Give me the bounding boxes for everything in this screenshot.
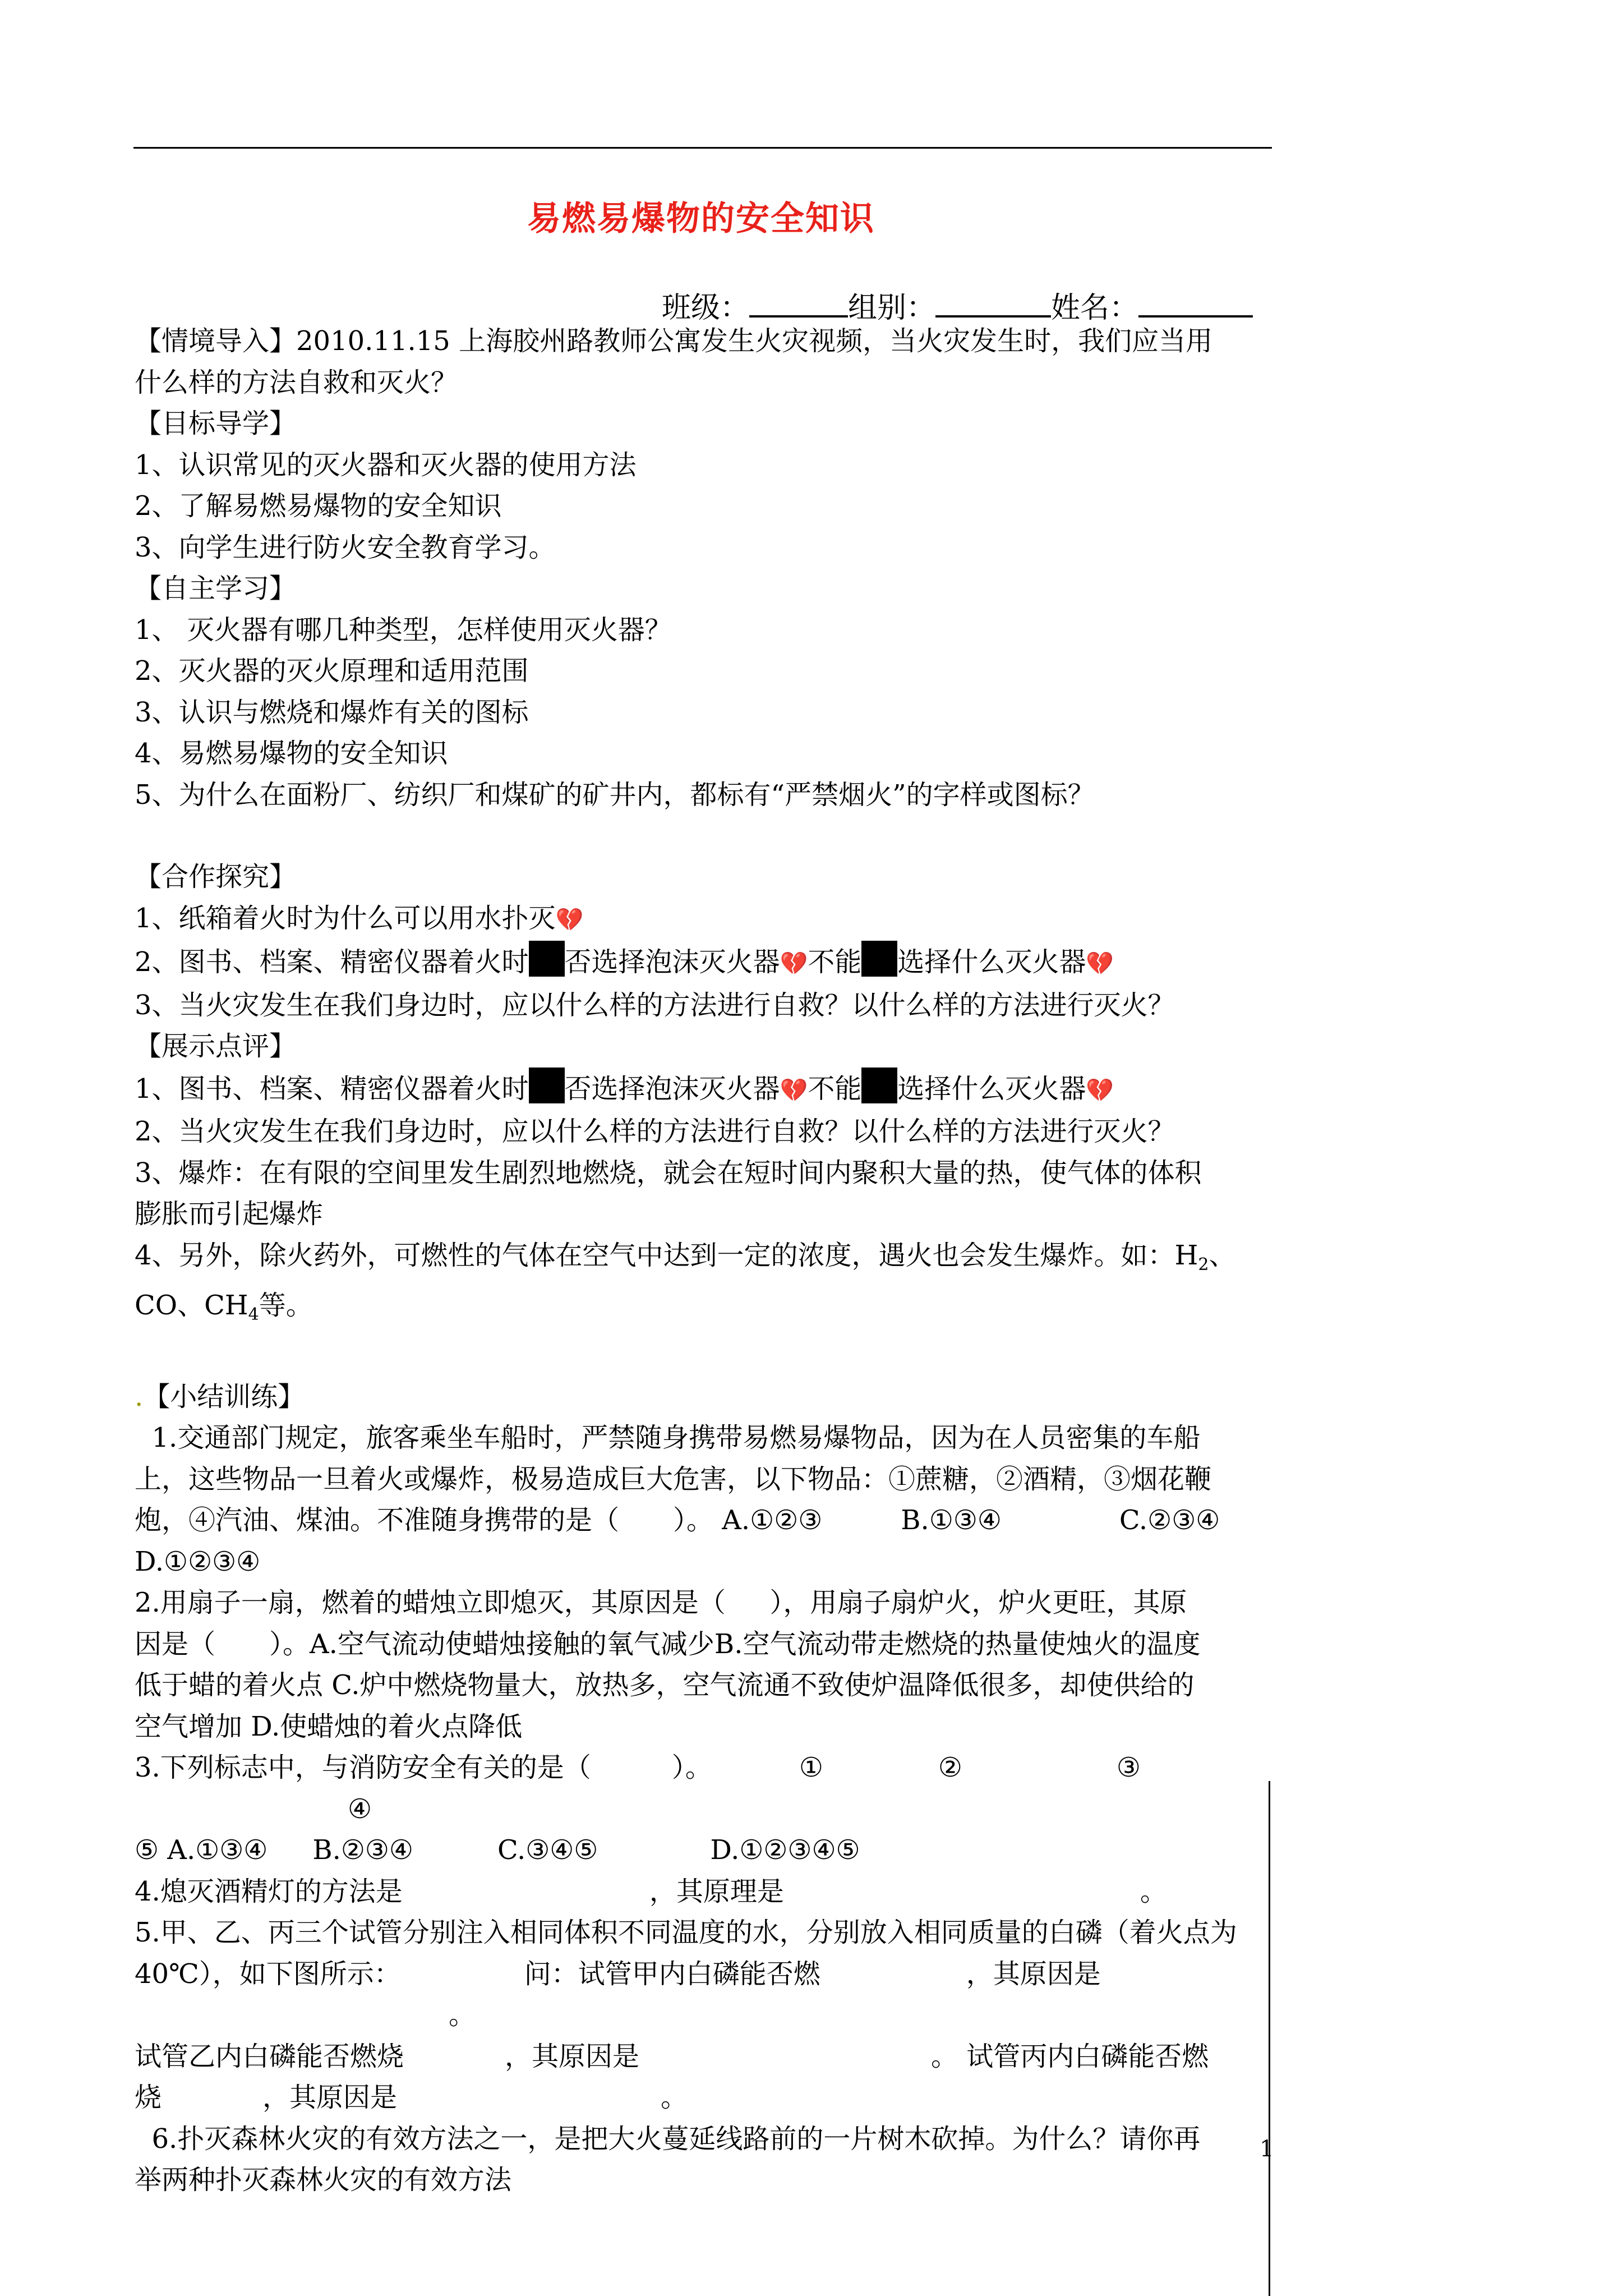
- presentation-text: 4、另外，除火药外，可燃性的气体在空气中达到一定的浓度，遇火也会发生爆炸。如：H: [135, 1239, 1198, 1271]
- sign-number: ②: [938, 1752, 962, 1783]
- page-number: 1: [1260, 2136, 1274, 2162]
- presentation-item-1: [135, 1068, 1279, 1112]
- question-6: 6.扑灭森林火灾的有效方法之一，是把大火蔓延线路前的一片树木砍掉。为什么？请你再: [135, 2123, 1201, 2155]
- question-text: 烧: [135, 2082, 162, 2113]
- spacer: [135, 816, 1279, 857]
- cooperation-text: 2、图书、档案、精密仪器着火时: [135, 946, 529, 978]
- self-study-item: 2、灭火器的灭火原理和适用范围: [135, 655, 529, 687]
- question-2: 2.用扇子一扇，燃着的蜡烛立即熄灭，其原因是（ ），用扇子扇炉火，炉火更旺，其原: [135, 1587, 1187, 1618]
- question-text: ，其原因是: [966, 1958, 1101, 1990]
- question-1-options: [135, 1500, 1279, 1542]
- cooperation-heading: 【合作探究】: [135, 861, 297, 892]
- redaction-block: [529, 1068, 565, 1103]
- question-1-option-d: D.①②③④: [135, 1545, 261, 1577]
- question-6-cont: 举两种扑灭森林火灾的有效方法: [135, 2164, 512, 2196]
- name-blank[interactable]: [1138, 291, 1253, 318]
- spacer: [135, 1336, 1279, 1377]
- cooperation-text: 选择什么灭火器: [897, 946, 1086, 978]
- question-3-options: [135, 1830, 1279, 1871]
- option-c: C.②③④: [1119, 1504, 1220, 1536]
- broken-heart-icon: 💔: [1086, 1077, 1114, 1103]
- question-text: ，其原因是: [262, 2082, 398, 2113]
- presentation-item-2: 2、当火灾发生在我们身边时，应以什么样的方法进行自救？以什么样的方法进行灭火？: [135, 1116, 1175, 1147]
- question-1-cont: 上，这些物品一旦着火或爆炸，极易造成巨大危害，以下物品：①蔗糖，②酒精，③烟花鞭: [135, 1463, 1212, 1495]
- subscript: 4: [248, 1305, 259, 1324]
- presentation-item-3: 3、爆炸：在有限的空间里发生剧烈地燃烧，就会在短时间内聚积大量的热，使气体的体积: [135, 1157, 1202, 1189]
- cooperation-text: 否选择泡沫灭火器: [564, 946, 780, 978]
- class-label: 班级：: [662, 291, 750, 325]
- question-5-cont: [135, 2036, 1279, 2078]
- page-title: 易燃易爆物的安全知识: [527, 199, 875, 238]
- presentation-text: 等。: [259, 1290, 313, 1321]
- presentation-item-4-cont: [135, 1285, 1279, 1336]
- question-text: 问：试管甲内白磷能否燃: [524, 1958, 820, 1990]
- question-text: 。: [449, 1999, 476, 2031]
- self-study-item: 3、认识与燃烧和爆炸有关的图标: [135, 696, 529, 728]
- goal-item: 3、向学生进行防火安全教育学习。: [135, 531, 556, 563]
- question-text: 40℃），如下图所示：: [135, 1958, 401, 1990]
- question-text: 4.熄灭酒精灯的方法是: [135, 1875, 403, 1907]
- stray-dot: .: [135, 1381, 144, 1412]
- name-label: 姓名：: [1051, 291, 1139, 325]
- cooperation-item-1: [135, 898, 1279, 941]
- sign-number: ⑤: [135, 1834, 159, 1866]
- intro-line-2: 什么样的方法自救和灭火？: [135, 366, 458, 398]
- presentation-text: CO、CH: [135, 1290, 248, 1321]
- question-text: 3.下列标志中，与消防安全有关的是（ ）。: [135, 1752, 712, 1783]
- group-blank[interactable]: [935, 291, 1051, 318]
- question-text: ，其原因是: [505, 2040, 640, 2072]
- question-text: 。: [1140, 1875, 1167, 1907]
- intro-line: [135, 321, 1279, 362]
- presentation-heading: 【展示点评】: [135, 1030, 297, 1062]
- question-text: 试管乙内白磷能否燃烧: [135, 2040, 404, 2072]
- question-3: [135, 1747, 1279, 1830]
- option-a: A.①③④: [167, 1834, 268, 1866]
- class-blank[interactable]: [749, 291, 848, 318]
- presentation-item-4: [135, 1235, 1279, 1286]
- broken-heart-icon: 💔: [780, 951, 808, 977]
- question-5-cont: [135, 2077, 1279, 2119]
- worksheet-body: [135, 321, 1279, 2201]
- question-text: 炮，④汽油、煤油。不准随身携带的是（ ）。 A.①②③: [135, 1504, 823, 1536]
- question-text: 。: [661, 2082, 688, 2113]
- subscript: 2: [1198, 1254, 1209, 1274]
- goal-heading: 【目标导学】: [135, 408, 297, 439]
- cooperation-text: 1、纸箱着火时为什么可以用水扑灭: [135, 902, 556, 934]
- question-4: [135, 1871, 1279, 1913]
- option-d: D.①②③④⑤: [710, 1834, 860, 1866]
- summary-heading: 【小结训练】: [143, 1381, 305, 1412]
- intro-heading: 【情境导入】: [135, 325, 297, 357]
- broken-heart-icon: 💔: [555, 907, 584, 933]
- redaction-block: [861, 1068, 897, 1103]
- question-2-cont: 低于蜡的着火点 C.炉中燃烧物量大，放热多，空气流通不致使炉温降低很多，却使供给的: [135, 1669, 1195, 1701]
- sign-number: ③: [1116, 1752, 1141, 1783]
- option-c: C.③④⑤: [497, 1834, 598, 1866]
- question-text: 。 试管丙内白磷能否燃: [931, 2040, 1209, 2072]
- question-text: ，其原理是: [649, 1875, 784, 1907]
- broken-heart-icon: 💔: [1086, 951, 1114, 977]
- header-rule: [133, 147, 1272, 149]
- group-label: 组别：: [848, 291, 936, 325]
- self-study-item: 1、 灭火器有哪几种类型，怎样使用灭火器？: [135, 614, 672, 646]
- redaction-block: [861, 941, 897, 977]
- sign-number: ①: [799, 1752, 823, 1783]
- option-b: B.②③④: [312, 1834, 413, 1866]
- presentation-text: 、: [1209, 1239, 1236, 1271]
- broken-heart-icon: 💔: [780, 1077, 808, 1103]
- presentation-text: 选择什么灭火器: [897, 1073, 1086, 1105]
- question-1: 1.交通部门规定，旅客乘坐车船时，严禁随身携带易燃易爆物品，因为在人员密集的车船: [135, 1422, 1201, 1453]
- sign-number: ④: [348, 1793, 372, 1825]
- goal-item: 1、认识常见的灭火器和灭火器的使用方法: [135, 449, 637, 481]
- intro-text: 2010.11.15 上海胶州路教师公寓发生火灾视频，当火灾发生时，我们应当用: [296, 325, 1213, 357]
- presentation-text: 不能: [808, 1073, 862, 1105]
- self-study-heading: 【自主学习】: [135, 573, 297, 604]
- question-5-cont: [135, 1954, 1279, 2036]
- goal-item: 2、了解易燃易爆物的安全知识: [135, 490, 502, 522]
- presentation-item-3-cont: 膨胀而引起爆炸: [135, 1198, 324, 1230]
- self-study-item: 4、易燃易爆物的安全知识: [135, 738, 448, 769]
- margin-rule: [1269, 1781, 1270, 2296]
- self-study-item: 5、为什么在面粉厂、纺织厂和煤矿的矿井内，都标有“严禁烟火”的字样或图标？: [135, 779, 1095, 811]
- question-5: 5.甲、乙、丙三个试管分别注入相同体积不同温度的水，分别放入相同质量的白磷（着火点为: [135, 1917, 1237, 1948]
- option-b: B.①③④: [901, 1504, 1002, 1536]
- question-2-cont: 空气增加 D.使蜡烛的着火点降低: [135, 1710, 523, 1742]
- cooperation-item-3: 3、当火灾发生在我们身边时，应以什么样的方法进行自救？以什么样的方法进行灭火？: [135, 989, 1175, 1021]
- summary-heading-line: [135, 1377, 1279, 1418]
- presentation-text: 1、图书、档案、精密仪器着火时: [135, 1073, 529, 1105]
- cooperation-item-2: [135, 941, 1279, 985]
- presentation-text: 否选择泡沫灭火器: [564, 1073, 780, 1105]
- question-2-cont: 因是（ ）。A.空气流动使蜡烛接触的氧气减少B.空气流动带走燃烧的热量使烛火的温度: [135, 1628, 1201, 1660]
- cooperation-text: 不能: [808, 946, 862, 978]
- student-info-line: [662, 284, 1253, 326]
- redaction-block: [529, 941, 565, 977]
